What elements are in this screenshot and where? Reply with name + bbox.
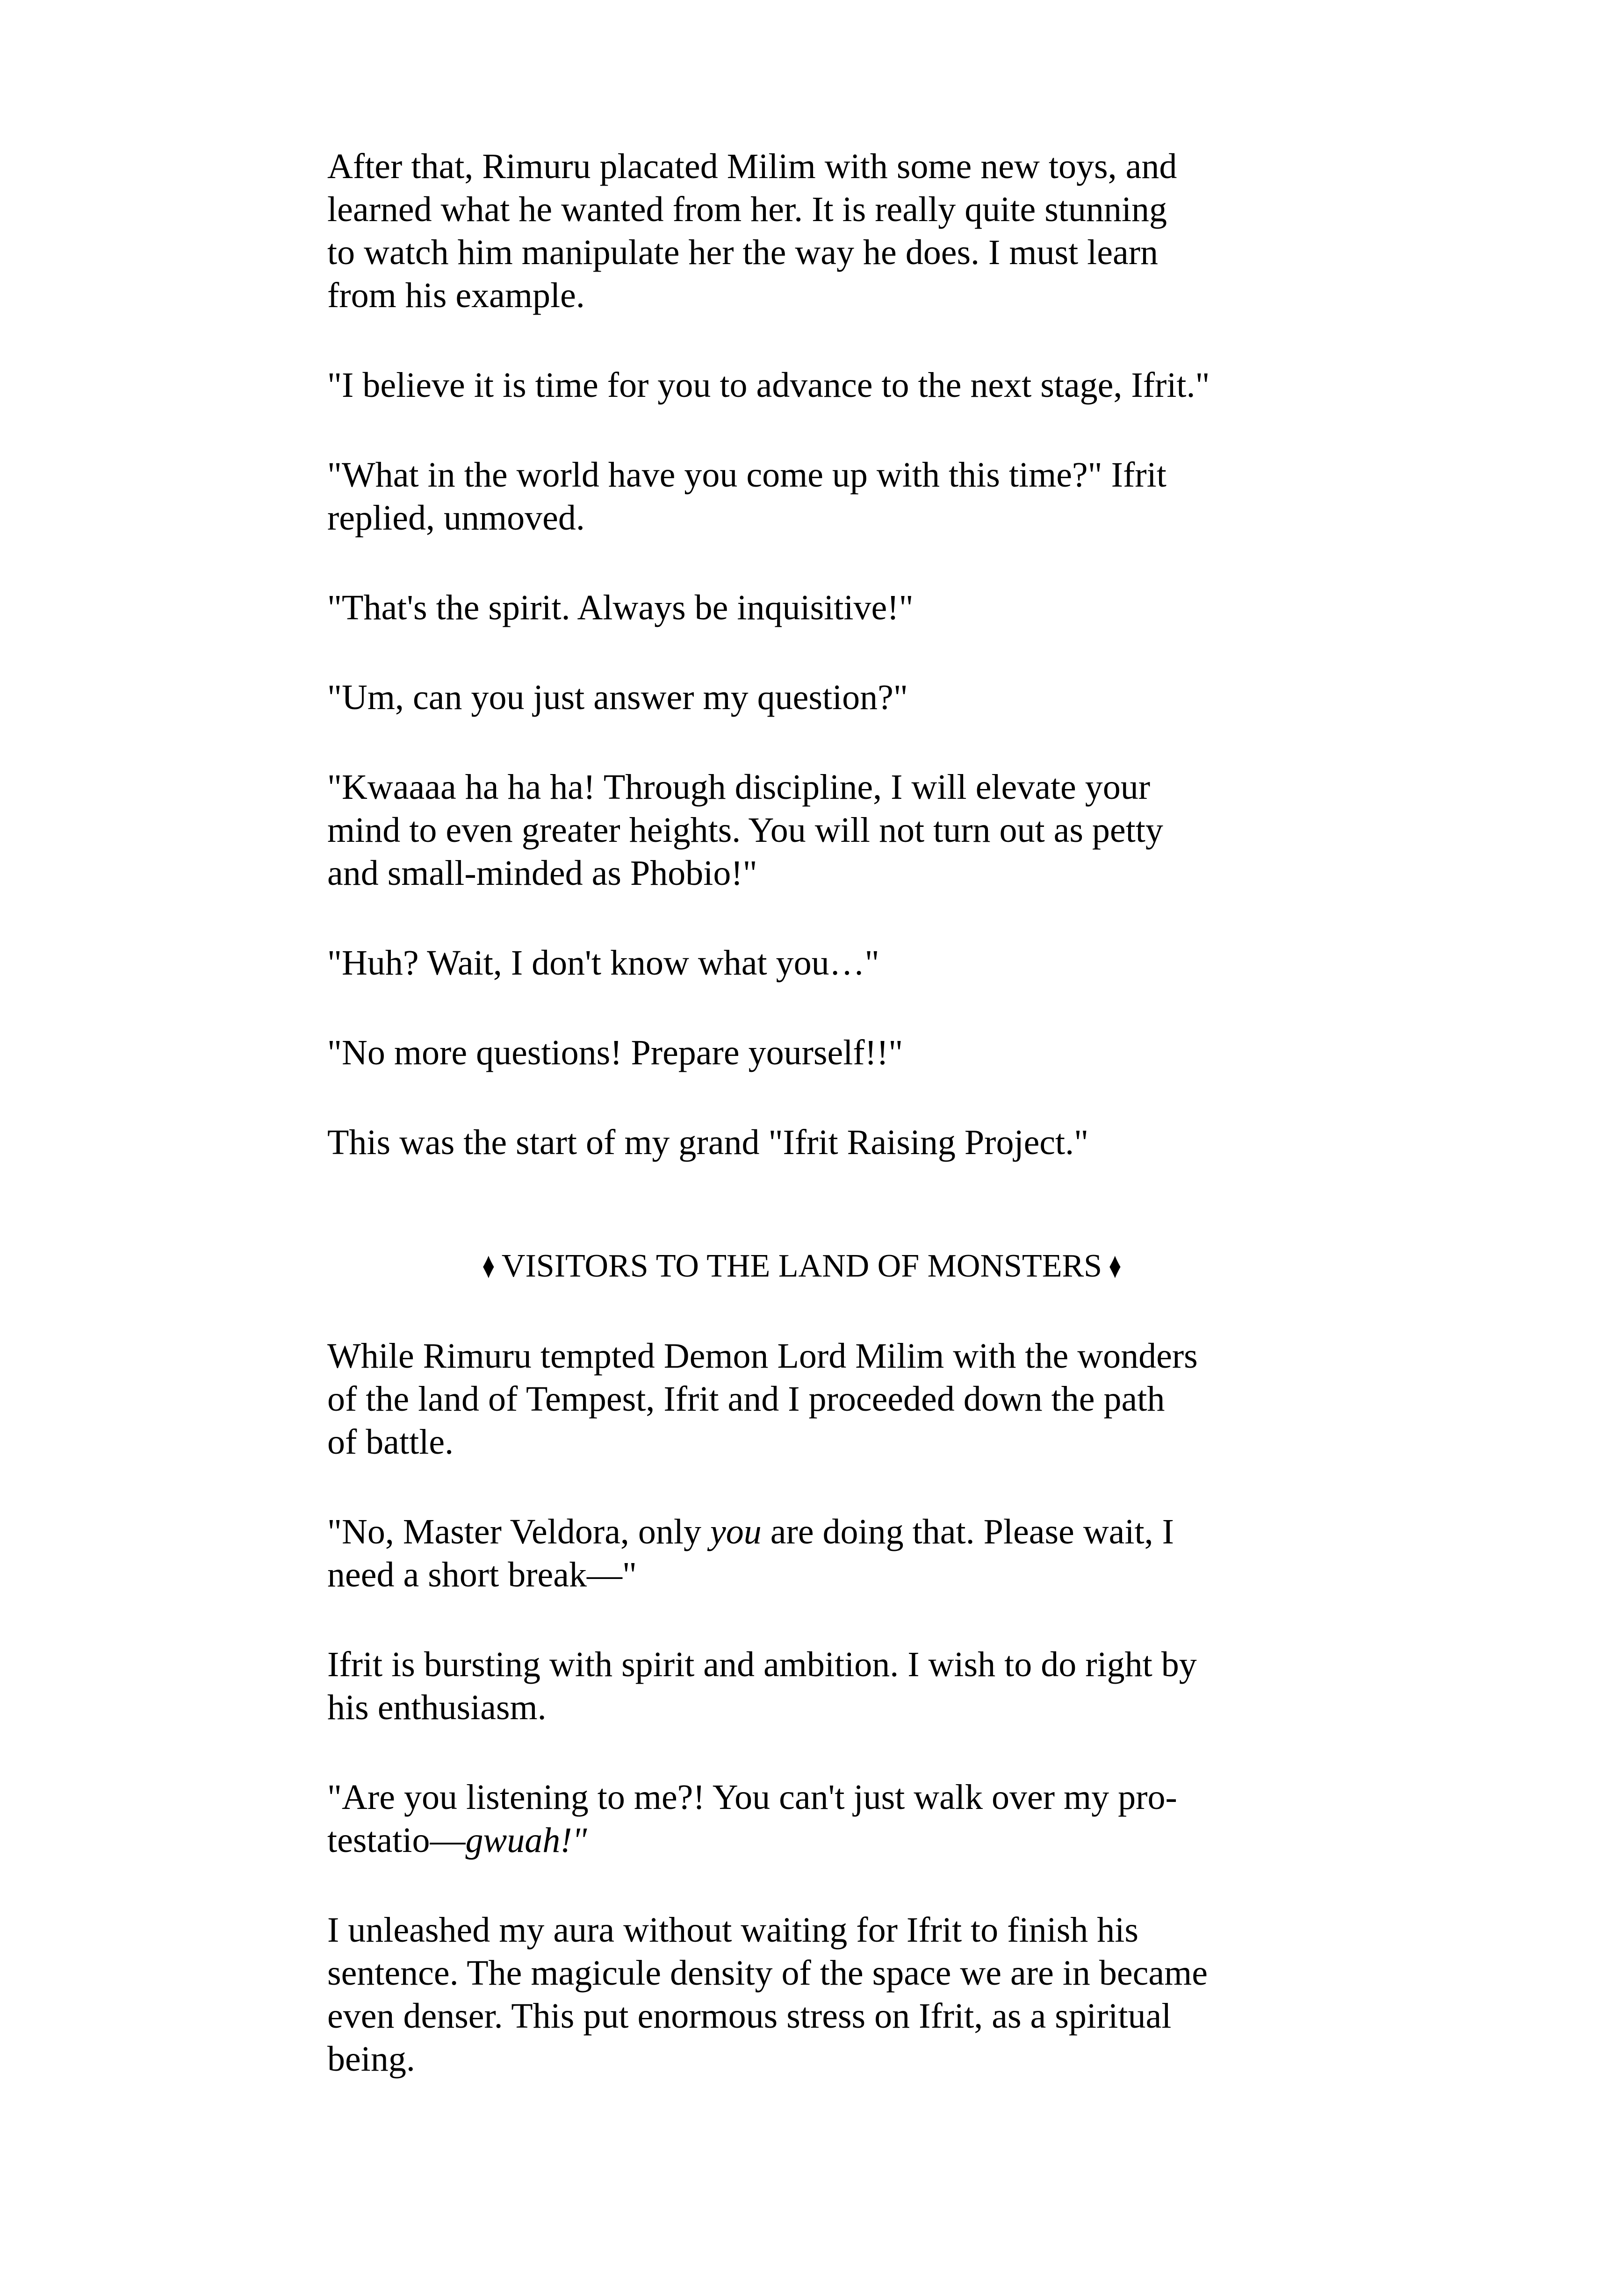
text-line: learned what he wanted from her. It is really quite stunning	[327, 190, 1167, 229]
text-line: This was the start of my grand "Ifrit Raising Project."	[327, 1123, 1089, 1162]
section-heading-text: VISITORS TO THE LAND OF MONSTERS	[501, 1248, 1102, 1284]
text-line: to watch him manipulate her the way he does. I must learn	[327, 233, 1159, 272]
paragraph	[327, 1510, 1613, 1596]
text-line: of the land of Tempest, Ifrit and I proceeded down the path	[327, 1379, 1165, 1419]
section-heading	[327, 1245, 1276, 1288]
paragraph	[327, 676, 1613, 719]
text-segment: "No, Master Veldora, only	[327, 1512, 711, 1551]
text-line: of battle.	[327, 1422, 454, 1462]
text-line: sentence. The magicule density of the space we are in became	[327, 1953, 1208, 1993]
text-line: from his example.	[327, 276, 585, 315]
text-line: mind to even greater heights. You will not turn out as petty	[327, 811, 1163, 850]
text-segment: are doing that. Please wait, I	[761, 1512, 1174, 1551]
text-line: his enthusiasm.	[327, 1688, 547, 1727]
text-line: and small-minded as Phobio!"	[327, 854, 757, 893]
italic-text: you	[710, 1512, 762, 1551]
text-line: being.	[327, 2039, 415, 2079]
text-line: Ifrit is bursting with spirit and ambition. I wish to do right by	[327, 1645, 1197, 1684]
paragraph	[327, 1909, 1613, 2081]
text-line: even denser. This put enormous stress on Ifrit, as a spiritual	[327, 1996, 1172, 2036]
text-line: "Are you listening to me?! You can't just walk over my pro-	[327, 1778, 1177, 1817]
text-line	[327, 1819, 1613, 1862]
text-line	[327, 1510, 1613, 1553]
text-line: After that, Rimuru placated Milim with some new toys, and	[327, 147, 1177, 186]
text-line: "Kwaaaa ha ha ha! Through discipline, I will elevate your	[327, 768, 1151, 807]
text-line: "That's the spirit. Always be inquisitive!"	[327, 588, 914, 627]
text-line: "Um, can you just answer my question?"	[327, 678, 908, 717]
diamond-icon: ♦	[1109, 1246, 1122, 1286]
paragraph	[327, 145, 1613, 317]
paragraph	[327, 766, 1613, 895]
text-line: "Huh? Wait, I don't know what you…"	[327, 943, 879, 983]
paragraph	[327, 453, 1613, 539]
text-line: While Rimuru tempted Demon Lord Milim with the wonders	[327, 1336, 1198, 1376]
text-line: need a short break—"	[327, 1555, 637, 1594]
paragraph	[327, 1643, 1613, 1729]
paragraph	[327, 1776, 1613, 1862]
text-line: "I believe it is time for you to advance to the next stage, Ifrit."	[327, 366, 1210, 405]
paragraph	[327, 1031, 1613, 1074]
paragraph	[327, 1335, 1613, 1464]
paragraph	[327, 1121, 1613, 1164]
italic-text: gwuah!"	[465, 1821, 587, 1860]
paragraph	[327, 364, 1613, 407]
diamond-icon: ♦	[482, 1246, 495, 1286]
paragraph	[327, 586, 1613, 629]
text-line: "What in the world have you come up with this time?" Ifrit	[327, 455, 1167, 495]
paragraph	[327, 941, 1613, 984]
text-line: I unleashed my aura without waiting for Ifrit to finish his	[327, 1910, 1138, 1950]
text-line: replied, unmoved.	[327, 498, 585, 538]
text-segment: testatio—	[327, 1821, 466, 1860]
text-line: "No more questions! Prepare yourself!!"	[327, 1033, 903, 1072]
